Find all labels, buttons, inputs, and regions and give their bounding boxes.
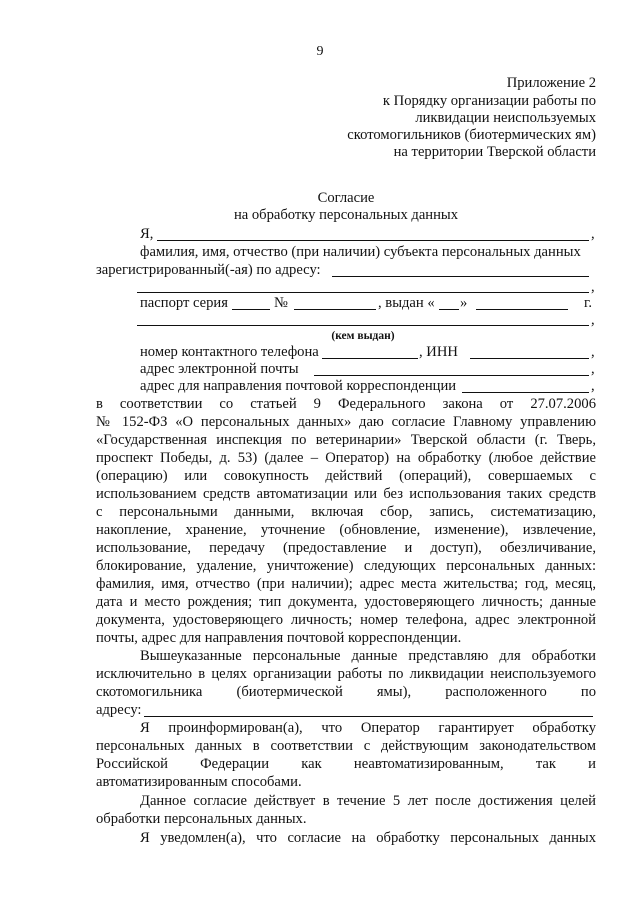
document-subtitle: на обработку персональных данных xyxy=(233,207,459,223)
paragraph-3-line: Российской Федерации как неавтоматизированным, так и xyxy=(96,756,596,772)
i-label: Я, xyxy=(140,226,154,242)
paragraph-1-line: дата и место рождения; тип документа, удостоверяющего личность; данные xyxy=(96,594,596,610)
paragraph-4-line: Данное согласие действует в течение 5 лет после достижения целей xyxy=(140,793,596,809)
comma: , xyxy=(591,361,595,377)
phone-label: номер контактного телефона xyxy=(140,344,319,360)
postal-label: адрес для направления почтовой корреспонденции xyxy=(140,378,457,394)
comma: , xyxy=(591,279,595,295)
comma: , xyxy=(591,378,595,394)
paragraph-3-line: персональных данных в соответствии с действующим законодательством xyxy=(96,738,596,754)
issued-by-field[interactable] xyxy=(137,325,589,326)
paragraph-1-line: в соответствии со статьей 9 Федерального закона от 27.07.2006 xyxy=(96,396,596,412)
paragraph-1-line: блокирование, удаление, уничтожение) следующих персональных данных: xyxy=(96,558,596,574)
passport-number-label: № xyxy=(274,295,288,311)
paragraph-1-line: накопление, хранение, уточнение (обновление, изменение), извлечение, xyxy=(96,522,596,538)
paragraph-1-line: документа, удостоверяющего личность; номер телефона, адрес электронной xyxy=(96,612,596,628)
address-field-line-2[interactable] xyxy=(137,292,589,293)
email-field[interactable] xyxy=(314,375,589,376)
paragraph-1-line: проспект Победы, д. 53) (далее – Оператор) на обработку (любое действие xyxy=(96,450,596,466)
passport-number-field[interactable] xyxy=(294,309,376,310)
email-label: адрес электронной почты xyxy=(140,361,299,377)
issued-label: , выдан « xyxy=(378,295,435,311)
appendix-line-5: на территории Тверской области xyxy=(393,144,596,160)
paragraph-2-line: скотомогильника (биотермической ямы), расположенного по xyxy=(96,684,596,700)
paragraph-2-line: исключительно в целях организации работы по ликвидации неиспользуемого xyxy=(96,666,596,682)
comma: , xyxy=(591,312,595,328)
burial-address-field[interactable] xyxy=(144,716,593,717)
paragraph-1-line: почты, адрес для направления почтовой корреспонденции. xyxy=(96,630,462,646)
issued-day-field[interactable] xyxy=(439,309,459,310)
issued-by-caption: (кем выдан) xyxy=(331,330,395,342)
fio-field-line[interactable] xyxy=(157,240,589,241)
paragraph-1-line: с персональными данными, включая сбор, запись, систематизацию, xyxy=(96,504,596,520)
paragraph-1-line: (операцию) или совокупность действий (операций), совершаемых с xyxy=(96,468,596,484)
comma: , xyxy=(591,344,595,360)
postal-field[interactable] xyxy=(462,392,589,393)
paragraph-4-line: обработки персональных данных. xyxy=(96,811,307,827)
inn-label: , ИНН xyxy=(419,344,458,360)
paragraph-1-line: № 152-ФЗ «О персональных данных» даю согласие Главному управлению xyxy=(96,414,596,430)
paragraph-2-line: Вышеуказанные персональные данные представляю для обработки xyxy=(140,648,596,664)
phone-field[interactable] xyxy=(322,358,418,359)
year-label: г. xyxy=(584,295,592,311)
appendix-line-2: к Порядку организации работы по xyxy=(382,93,596,109)
fio-caption: фамилия, имя, отчество (при наличии) субъекта персональных данных xyxy=(140,244,581,260)
passport-series-field[interactable] xyxy=(232,309,270,310)
paragraph-3-line: автоматизированным способами. xyxy=(96,774,302,790)
inn-field[interactable] xyxy=(470,358,589,359)
appendix-line-3: ликвидации неиспользуемых xyxy=(415,110,596,126)
paragraph-1-line: использование, передачу (предоставление и доступ), обезличивание, xyxy=(96,540,596,556)
passport-series-label: паспорт серия xyxy=(140,295,228,311)
paragraph-1-line: использованием средств автоматизации или без использования таких средств xyxy=(96,486,596,502)
comma: , xyxy=(591,226,595,242)
address-field-line-1[interactable] xyxy=(332,276,589,277)
registered-label: зарегистрированный(-ая) по адресу: xyxy=(96,262,321,278)
page-number: 9 xyxy=(316,44,324,59)
issued-month-field[interactable] xyxy=(476,309,568,310)
paragraph-3-line: Я проинформирован(а), что Оператор гарантирует обработку xyxy=(140,720,596,736)
paragraph-1-line: фамилия, имя, отчество (при наличии); адрес места жительства; год, месяц, xyxy=(96,576,596,592)
paragraph-1-line: «Государственная инспекция по ветеринарии» Тверской области (г. Тверь, xyxy=(96,432,596,448)
paragraph-2-line: адресу: xyxy=(96,702,142,718)
appendix-line-4: скотомогильников (биотермических ям) xyxy=(347,127,596,143)
document-title: Согласие xyxy=(317,190,375,206)
appendix-line-1: Приложение 2 xyxy=(506,75,596,91)
quote-close: » xyxy=(460,295,468,311)
paragraph-5-line: Я уведомлен(а), что согласие на обработку персональных данных xyxy=(140,830,596,846)
